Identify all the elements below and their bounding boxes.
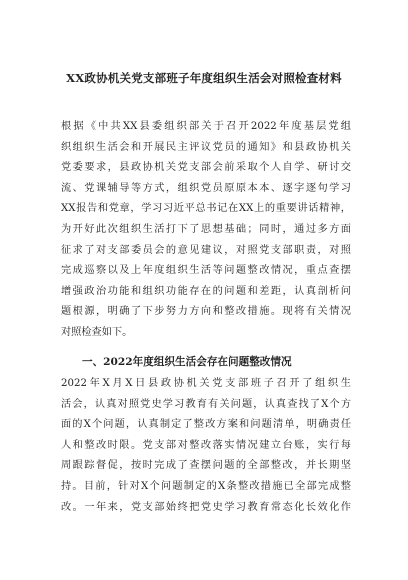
text-line: 织组织生活会和开展民主评议党员的通知》和县政协机关 — [61, 141, 351, 153]
text-line: 流、党课辅导等方式，组织党员原原本本、逐字逐句学习 — [61, 182, 351, 194]
text-line: 党委要求，县政协机关党支部会前采取个人自学、研讨交 — [61, 162, 351, 174]
text-line: 完成巡察以及上年度组织生活等问题整改情况，重点查摆 — [61, 265, 351, 277]
text-line: 持。目前，针对X个问题制定的X条整改措施已全部完成整 — [61, 480, 351, 492]
text-line: 对照检查如下。 — [61, 326, 133, 338]
text-line: 2022年X月X日县政协机关党支部班子召开了组织生 — [61, 378, 351, 389]
section-paragraph — [61, 374, 351, 518]
text-line: 面的X个问题，认真制定了整改方案和问题清单，明确责任 — [61, 419, 351, 431]
text-line: 人和整改时限。党支部对整改落实情况建立台账，实行每 — [61, 439, 351, 451]
text-line: XX报告和党章，学习习近平总书记在XX上的重要讲话精神， — [61, 203, 351, 215]
section-heading: 一、2022年度组织生活会存在问题整改情况 — [82, 356, 292, 368]
text-line: 改。一年来，党支部始终把党史学习教育常态化长效化作 — [61, 501, 351, 513]
text-line: 增强政治功能和组织功能存在的问题和差距，认真剖析问 — [61, 285, 351, 297]
text-line: 根据《中共XX县委组织部关于召开2022年度基层党组 — [61, 121, 351, 132]
text-line: 征求了对支部委员会的意见建议，对照党支部职责，对照 — [61, 244, 351, 256]
text-line: 题根源，明确了下步努力方向和整改措施。现将有关情况 — [61, 306, 351, 318]
text-line: 活会，认真对照党史学习教育有关问题，认真查找了X个方 — [61, 398, 351, 410]
intro-paragraph — [61, 117, 351, 344]
text-line: 周跟踪督促，按时完成了查摆问题的全部整改，并长期坚 — [61, 460, 351, 472]
document-title: XX政协机关党支部班子年度组织生活会对照检查材料 — [66, 71, 342, 85]
text-line: 为开好此次组织生活打下了思想基础；同时，通过多方面 — [61, 223, 351, 235]
